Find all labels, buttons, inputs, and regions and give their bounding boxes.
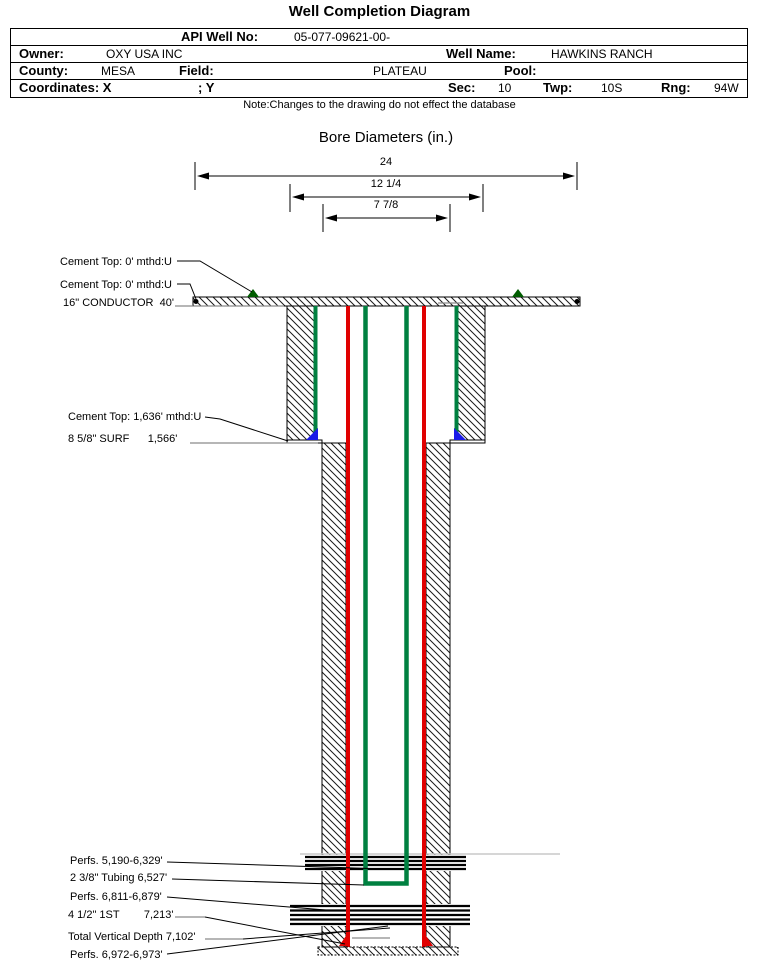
wellhead-flange: [193, 297, 580, 306]
sec-label: Sec:: [448, 80, 476, 95]
cement-top-marker-right: [512, 289, 524, 297]
bore-diameters-title: Bore Diameters (in.): [318, 129, 454, 146]
surface-wall-left: [322, 443, 346, 947]
county-value: MESA: [101, 64, 136, 78]
anno-cement-top-2: Cement Top: 0' mthd:U: [60, 279, 172, 291]
twp-value: 10S: [601, 81, 623, 95]
twp-label: Twp:: [543, 80, 573, 95]
anno-cement-top-3: Cement Top: 1,636' mthd:U: [68, 411, 202, 423]
coordinate-y-label: ; Y: [198, 80, 215, 95]
rng-value: 94W: [714, 81, 739, 95]
conductor-shoe-step-right: [450, 440, 485, 443]
coordinates-label: Coordinates: X: [19, 80, 112, 95]
api-well-no-label: API Well No:: [181, 29, 259, 44]
surface-wall-right: [426, 443, 450, 947]
api-well-no-value: 05-077-09621-00-: [294, 30, 391, 44]
pool-label: Pool:: [504, 63, 537, 78]
owner-value: OXY USA INC: [106, 47, 183, 61]
dim-24: 24: [379, 156, 393, 168]
perf-band-lower: [290, 904, 470, 926]
anno-production-casing: 4 1/2" 1ST 7,213': [68, 909, 174, 921]
gray-leaders: [175, 303, 463, 939]
conductor-pipe-right: [455, 306, 459, 441]
leader-lines: [167, 261, 390, 954]
well-name-value: HAWKINS RANCH: [551, 47, 653, 61]
well-name-label: Well Name:: [446, 46, 516, 61]
owner-label: Owner:: [19, 46, 64, 61]
field-value: PLATEAU: [373, 64, 427, 78]
flange-left-cap: [194, 299, 199, 304]
anno-perfs-upper: Perfs. 5,190-6,329': [70, 855, 163, 867]
flange-right-cap: [575, 299, 580, 304]
dimension-lines: [195, 162, 577, 232]
anno-cement-top-1: Cement Top: 0' mthd:U: [60, 256, 172, 268]
tubing-string: [366, 306, 407, 884]
conductor-wall-right: [458, 306, 485, 441]
dim-12-1-4: 12 1/4: [370, 178, 402, 190]
conductor-wall-left: [287, 306, 314, 441]
conductor-pipe-left: [314, 306, 318, 441]
anno-perfs-middle: Perfs. 6,811-6,879': [70, 891, 162, 903]
anno-total-depth: Total Vertical Depth 7,102': [68, 931, 196, 943]
database-note: Note:Changes to the drawing do not effect the database: [243, 99, 516, 111]
anno-conductor: 16" CONDUCTOR 40': [63, 297, 174, 309]
well-bottom-plug: [318, 947, 458, 955]
production-casing-left: [346, 306, 350, 947]
dim-7-7-8: 7 7/8: [373, 199, 399, 211]
anno-surface-casing: 8 5/8" SURF 1,566': [68, 433, 178, 445]
sec-value: 10: [498, 81, 512, 95]
page-title: Well Completion Diagram: [288, 3, 471, 20]
field-label: Field:: [179, 63, 214, 78]
county-label: County:: [19, 63, 69, 78]
anno-perfs-lower: Perfs. 6,972-6,973': [70, 949, 163, 961]
rng-label: Rng:: [661, 80, 691, 95]
anno-tubing: 2 3/8" Tubing 6,527': [70, 872, 168, 884]
production-casing-right: [422, 306, 426, 947]
